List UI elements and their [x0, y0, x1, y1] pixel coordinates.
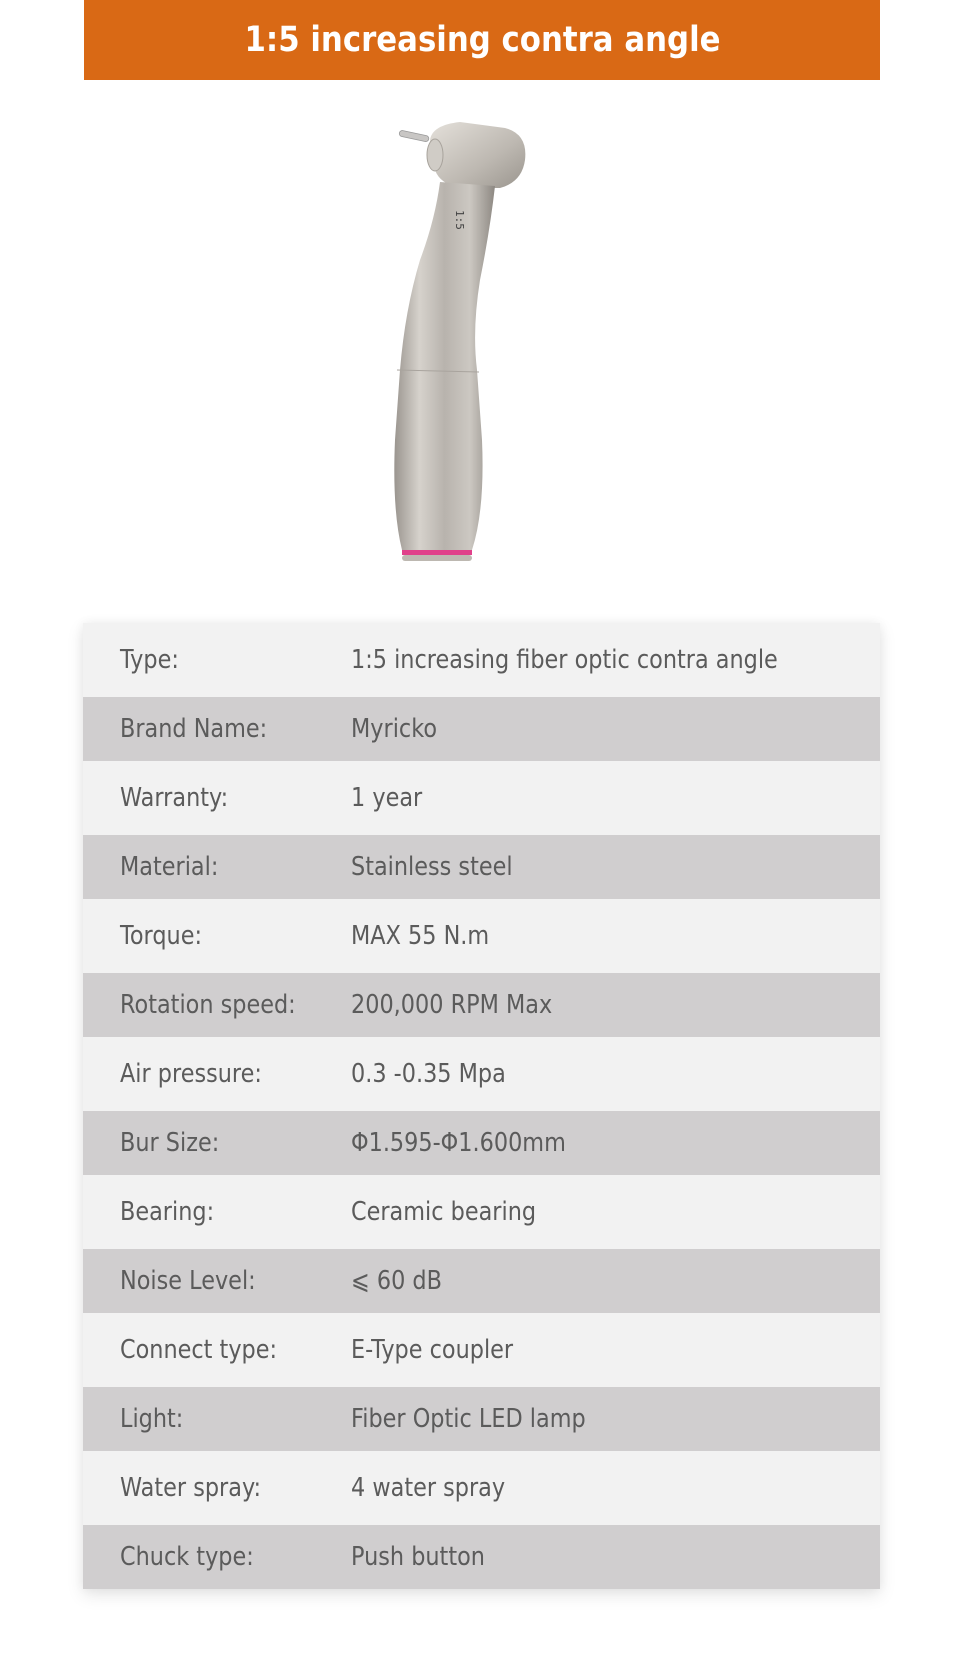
- spec-value: 0.3 -0.35 Mpa: [351, 1059, 506, 1089]
- spec-label: Brand Name:: [120, 714, 268, 744]
- spec-label: Air pressure:: [120, 1059, 262, 1089]
- spec-label: Light:: [120, 1404, 184, 1434]
- spec-label: Bur Size:: [120, 1128, 220, 1158]
- spec-label: Noise Level:: [120, 1266, 256, 1296]
- spec-value: MAX 55 N.m: [351, 921, 490, 951]
- page-title: 1:5 increasing contra angle: [243, 20, 721, 60]
- spec-label: Bearing:: [120, 1197, 215, 1227]
- spec-row-light: [83, 1387, 880, 1451]
- product-image: [380, 110, 580, 580]
- spec-row-chuck-type: [83, 1525, 880, 1589]
- spec-row-rotation-speed: [83, 973, 880, 1037]
- spec-value: 4 water spray: [351, 1473, 506, 1503]
- spec-value: Myricko: [351, 714, 438, 744]
- title-banner: [84, 0, 880, 80]
- spec-row-bearing: [83, 1175, 880, 1249]
- spec-row-brand-name: [83, 697, 880, 761]
- spec-value: E-Type coupler: [351, 1335, 514, 1365]
- spec-label: Warranty:: [120, 783, 229, 813]
- spec-value: 200,000 RPM Max: [351, 990, 553, 1020]
- spec-row-connect-type: [83, 1313, 880, 1387]
- spec-label: Water spray:: [120, 1473, 262, 1503]
- spec-row-type: [83, 623, 880, 697]
- spec-value: Push button: [351, 1542, 485, 1572]
- spec-value: ⩽ 60 dB: [351, 1266, 442, 1296]
- spec-value: Φ1.595-Φ1.600mm: [351, 1128, 566, 1158]
- spec-row-bur-size: [83, 1111, 880, 1175]
- spec-row-material: [83, 835, 880, 899]
- spec-value: Ceramic bearing: [351, 1197, 537, 1227]
- spec-value: 1:5 increasing fiber optic contra angle: [351, 645, 778, 675]
- spec-value: 1 year: [351, 783, 423, 813]
- contra-angle-handpiece-icon: [380, 110, 580, 580]
- spec-row-water-spray: [83, 1451, 880, 1525]
- specs-table: [83, 623, 880, 1589]
- spec-label: Rotation speed:: [120, 990, 296, 1020]
- spec-label: Torque:: [120, 921, 202, 951]
- spec-row-warranty: [83, 761, 880, 835]
- spec-value: Stainless steel: [351, 852, 513, 882]
- svg-text:1:5: 1:5: [453, 210, 466, 230]
- spec-label: Chuck type:: [120, 1542, 254, 1572]
- spec-label: Material:: [120, 852, 219, 882]
- spec-row-torque: [83, 899, 880, 973]
- spec-label: Type:: [120, 645, 179, 675]
- spec-value: Fiber Optic LED lamp: [351, 1404, 586, 1434]
- spec-label: Connect type:: [120, 1335, 278, 1365]
- spec-row-noise-level: [83, 1249, 880, 1313]
- spec-row-air-pressure: [83, 1037, 880, 1111]
